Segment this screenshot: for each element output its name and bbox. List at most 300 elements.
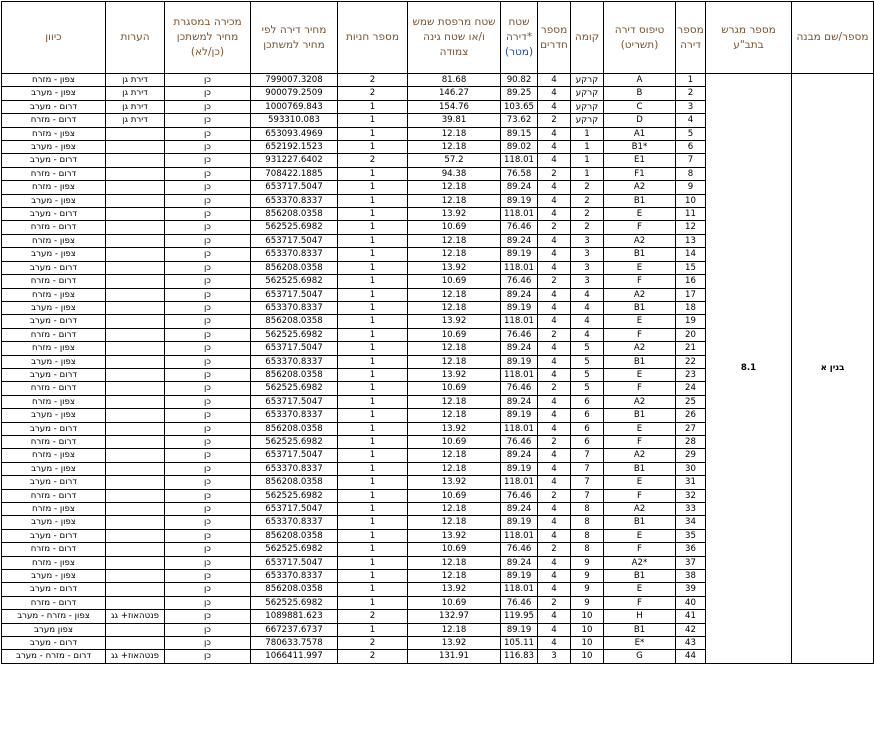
cell-parking: 1 <box>338 221 408 234</box>
cell-notes <box>106 583 165 596</box>
cell-area: 89.24 <box>501 395 538 408</box>
cell-area: 89.24 <box>501 234 538 247</box>
cell-rooms: 4 <box>538 637 571 650</box>
cell-direction: צפון - מזרח <box>2 342 106 355</box>
cell-apt-no: 13 <box>676 234 706 247</box>
cell-sale: כן <box>165 570 251 583</box>
cell-sale: כן <box>165 301 251 314</box>
header-area-label: שטח דירה* <box>505 16 533 43</box>
cell-notes <box>106 556 165 569</box>
cell-notes <box>106 208 165 221</box>
cell-notes <box>106 409 165 422</box>
cell-floor: 9 <box>571 596 604 609</box>
cell-sale: כן <box>165 167 251 180</box>
cell-area: 76.46 <box>501 221 538 234</box>
cell-price: 653370.8337 <box>251 570 338 583</box>
cell-area: 89.24 <box>501 181 538 194</box>
cell-rooms: 4 <box>538 529 571 542</box>
cell-parking: 1 <box>338 543 408 556</box>
cell-floor: 10 <box>571 623 604 636</box>
cell-direction: דרום - מזרח <box>2 596 106 609</box>
cell-direction: דרום - מערב <box>2 368 106 381</box>
cell-parking: 1 <box>338 449 408 462</box>
cell-sale: כן <box>165 529 251 542</box>
cell-area: 89.24 <box>501 288 538 301</box>
cell-floor: 5 <box>571 355 604 368</box>
cell-parking: 1 <box>338 409 408 422</box>
cell-apt-no: 31 <box>676 476 706 489</box>
cell-balcony: 10.69 <box>408 596 501 609</box>
cell-apt-type: H <box>604 610 676 623</box>
cell-price: 856208.0358 <box>251 583 338 596</box>
cell-apt-type: B1 <box>604 623 676 636</box>
cell-notes: פנטהאוז+ גג <box>106 610 165 623</box>
cell-notes <box>106 261 165 274</box>
cell-area: 118.01 <box>501 368 538 381</box>
cell-apt-type: A <box>604 74 676 87</box>
cell-sale: כן <box>165 556 251 569</box>
cell-area: 89.19 <box>501 248 538 261</box>
cell-area: 76.46 <box>501 489 538 502</box>
cell-notes <box>106 637 165 650</box>
cell-area: 89.25 <box>501 87 538 100</box>
cell-floor: 7 <box>571 489 604 502</box>
cell-price: 900079.2509 <box>251 87 338 100</box>
cell-sale: כן <box>165 315 251 328</box>
cell-floor: 3 <box>571 261 604 274</box>
cell-apt-no: 41 <box>676 610 706 623</box>
cell-apt-type: E <box>604 476 676 489</box>
cell-notes <box>106 543 165 556</box>
cell-area: 118.01 <box>501 529 538 542</box>
cell-sale: כן <box>165 261 251 274</box>
cell-sale: כן <box>165 355 251 368</box>
cell-rooms: 2 <box>538 435 571 448</box>
cell-notes <box>106 181 165 194</box>
cell-apt-no: 37 <box>676 556 706 569</box>
cell-price: 653370.8337 <box>251 516 338 529</box>
cell-apt-no: 23 <box>676 368 706 381</box>
cell-sale: כן <box>165 74 251 87</box>
cell-rooms: 4 <box>538 87 571 100</box>
cell-direction: צפון - מערב <box>2 141 106 154</box>
cell-parking: 1 <box>338 556 408 569</box>
cell-direction: צפון - מזרח <box>2 181 106 194</box>
cell-apt-type: F <box>604 596 676 609</box>
cell-price: 1089881.623 <box>251 610 338 623</box>
cell-notes <box>106 462 165 475</box>
cell-rooms: 4 <box>538 395 571 408</box>
cell-sale: כן <box>165 637 251 650</box>
cell-balcony: 146.27 <box>408 87 501 100</box>
cell-apt-no: 22 <box>676 355 706 368</box>
cell-floor: 5 <box>571 368 604 381</box>
cell-notes <box>106 275 165 288</box>
cell-sale: כן <box>165 489 251 502</box>
cell-area: 118.01 <box>501 154 538 167</box>
cell-apt-no: 33 <box>676 503 706 516</box>
cell-balcony: 13.92 <box>408 315 501 328</box>
cell-balcony: 13.92 <box>408 261 501 274</box>
cell-area: 118.01 <box>501 261 538 274</box>
cell-apt-type: F <box>604 489 676 502</box>
cell-floor: 6 <box>571 409 604 422</box>
cell-balcony: 10.69 <box>408 489 501 502</box>
cell-apt-no: 27 <box>676 422 706 435</box>
cell-balcony: 12.18 <box>408 449 501 462</box>
cell-apt-type: F <box>604 275 676 288</box>
cell-floor: 7 <box>571 476 604 489</box>
cell-sale: כן <box>165 328 251 341</box>
cell-apt-type: F <box>604 435 676 448</box>
cell-notes <box>106 342 165 355</box>
cell-direction: דרום - מערב <box>2 476 106 489</box>
cell-parking: 1 <box>338 288 408 301</box>
header-direction: כיוון <box>2 2 106 74</box>
cell-parking: 1 <box>338 328 408 341</box>
header-apt-type: טיפוס דירה (תשריט) <box>604 2 676 74</box>
cell-direction: דרום - מערב <box>2 422 106 435</box>
cell-balcony: 13.92 <box>408 208 501 221</box>
cell-parking: 1 <box>338 234 408 247</box>
cell-area: 118.01 <box>501 208 538 221</box>
cell-direction: צפון - מזרח <box>2 556 106 569</box>
cell-parking: 1 <box>338 181 408 194</box>
cell-notes <box>106 395 165 408</box>
table-row <box>2 74 874 87</box>
cell-rooms: 4 <box>538 503 571 516</box>
cell-price: 856208.0358 <box>251 208 338 221</box>
cell-floor: 7 <box>571 449 604 462</box>
cell-sale: כן <box>165 422 251 435</box>
header-row <box>2 2 874 74</box>
cell-sale: כן <box>165 275 251 288</box>
cell-price: 562525.6982 <box>251 543 338 556</box>
cell-price: 562525.6982 <box>251 221 338 234</box>
cell-apt-no: 4 <box>676 114 706 127</box>
cell-direction: צפון - מערב <box>2 355 106 368</box>
cell-parking: 1 <box>338 596 408 609</box>
cell-price: 653717.5047 <box>251 342 338 355</box>
cell-apt-no: 10 <box>676 194 706 207</box>
cell-price: 856208.0358 <box>251 315 338 328</box>
cell-sale: כן <box>165 248 251 261</box>
cell-balcony: 10.69 <box>408 221 501 234</box>
cell-floor: קרקע <box>571 87 604 100</box>
cell-apt-type: A2 <box>604 342 676 355</box>
cell-area: 116.83 <box>501 650 538 663</box>
cell-apt-no: 29 <box>676 449 706 462</box>
cell-direction: דרום - מערב <box>2 261 106 274</box>
cell-rooms: 4 <box>538 301 571 314</box>
cell-apt-no: 5 <box>676 127 706 140</box>
cell-balcony: 12.18 <box>408 194 501 207</box>
cell-area: 89.19 <box>501 301 538 314</box>
cell-apt-no: 15 <box>676 261 706 274</box>
cell-floor: 6 <box>571 395 604 408</box>
cell-area: 73.62 <box>501 114 538 127</box>
cell-price: 653717.5047 <box>251 556 338 569</box>
cell-price: 708422.1885 <box>251 167 338 180</box>
cell-area: 89.24 <box>501 449 538 462</box>
cell-apt-type: C <box>604 100 676 113</box>
header-floor: קומה <box>571 2 604 74</box>
cell-rooms: 2 <box>538 167 571 180</box>
cell-apt-no: 38 <box>676 570 706 583</box>
cell-area: 118.01 <box>501 422 538 435</box>
cell-notes: דירת גן <box>106 114 165 127</box>
cell-apt-no: 17 <box>676 288 706 301</box>
cell-floor: 8 <box>571 529 604 542</box>
cell-direction: דרום - מזרח <box>2 543 106 556</box>
cell-apt-type: E <box>604 422 676 435</box>
cell-direction: דרום - מזרח <box>2 114 106 127</box>
cell-rooms: 2 <box>538 543 571 556</box>
cell-apt-no: 40 <box>676 596 706 609</box>
cell-floor: 1 <box>571 127 604 140</box>
cell-direction: צפון - מזרח <box>2 127 106 140</box>
cell-area: 89.24 <box>501 556 538 569</box>
cell-rooms: 4 <box>538 342 571 355</box>
cell-notes: דירת גן <box>106 74 165 87</box>
cell-floor: 1 <box>571 154 604 167</box>
cell-price: 653370.8337 <box>251 409 338 422</box>
cell-price: 653717.5047 <box>251 234 338 247</box>
cell-balcony: 10.69 <box>408 543 501 556</box>
cell-balcony: 12.18 <box>408 127 501 140</box>
cell-price: 652192.1523 <box>251 141 338 154</box>
cell-apt-no: 28 <box>676 435 706 448</box>
cell-notes: דירת גן <box>106 100 165 113</box>
cell-floor: 5 <box>571 382 604 395</box>
cell-price: 562525.6982 <box>251 382 338 395</box>
header-sale: מכירה במסגרת מחיר למשתכן (כן/לא) <box>165 2 251 74</box>
cell-apt-no: 1 <box>676 74 706 87</box>
cell-apt-no: 20 <box>676 328 706 341</box>
cell-apt-no: 36 <box>676 543 706 556</box>
cell-notes <box>106 623 165 636</box>
cell-sale: כן <box>165 114 251 127</box>
cell-floor: 8 <box>571 516 604 529</box>
cell-floor: 3 <box>571 234 604 247</box>
cell-direction: דרום - מזרח <box>2 221 106 234</box>
cell-price: 653370.8337 <box>251 194 338 207</box>
cell-direction: צפון - מערב <box>2 301 106 314</box>
cell-balcony: 13.92 <box>408 529 501 542</box>
cell-rooms: 4 <box>538 194 571 207</box>
cell-price: 653093.4969 <box>251 127 338 140</box>
cell-area: 76.46 <box>501 275 538 288</box>
cell-floor: 10 <box>571 637 604 650</box>
cell-rooms: 4 <box>538 141 571 154</box>
cell-apt-no: 2 <box>676 87 706 100</box>
cell-apt-type: B <box>604 87 676 100</box>
cell-balcony: 154.76 <box>408 100 501 113</box>
cell-apt-no: 3 <box>676 100 706 113</box>
cell-floor: 9 <box>571 583 604 596</box>
cell-apt-type: E <box>604 583 676 596</box>
cell-parking: 1 <box>338 114 408 127</box>
cell-parking: 1 <box>338 208 408 221</box>
cell-notes <box>106 315 165 328</box>
cell-sale: כן <box>165 435 251 448</box>
cell-rooms: 4 <box>538 368 571 381</box>
cell-floor: 4 <box>571 315 604 328</box>
cell-price: 1066411.997 <box>251 650 338 663</box>
cell-balcony: 13.92 <box>408 368 501 381</box>
cell-apt-no: 25 <box>676 395 706 408</box>
cell-balcony: 12.18 <box>408 516 501 529</box>
cell-direction: צפון - מערב <box>2 248 106 261</box>
cell-parking: 1 <box>338 355 408 368</box>
cell-price: 856208.0358 <box>251 368 338 381</box>
cell-notes <box>106 194 165 207</box>
cell-apt-type: E1 <box>604 154 676 167</box>
cell-balcony: 13.92 <box>408 583 501 596</box>
cell-notes <box>106 221 165 234</box>
cell-balcony: 12.18 <box>408 409 501 422</box>
cell-balcony: 12.18 <box>408 623 501 636</box>
cell-price: 653717.5047 <box>251 449 338 462</box>
cell-apt-type: E <box>604 529 676 542</box>
cell-price: 562525.6982 <box>251 275 338 288</box>
cell-sale: כן <box>165 449 251 462</box>
cell-rooms: 4 <box>538 181 571 194</box>
cell-balcony: 12.18 <box>408 181 501 194</box>
cell-apt-no: 24 <box>676 382 706 395</box>
cell-balcony: 10.69 <box>408 382 501 395</box>
cell-parking: 1 <box>338 342 408 355</box>
cell-parking: 1 <box>338 301 408 314</box>
cell-notes <box>106 328 165 341</box>
cell-notes <box>106 449 165 462</box>
cell-area: 105.11 <box>501 637 538 650</box>
cell-sale: כן <box>165 127 251 140</box>
cell-floor: 6 <box>571 422 604 435</box>
cell-sale: כן <box>165 368 251 381</box>
cell-rooms: 2 <box>538 382 571 395</box>
cell-notes <box>106 503 165 516</box>
cell-area: 89.19 <box>501 409 538 422</box>
cell-direction: צפון - מזרח <box>2 449 106 462</box>
cell-floor: 4 <box>571 288 604 301</box>
cell-floor: 9 <box>571 556 604 569</box>
cell-parking: 1 <box>338 315 408 328</box>
cell-direction: צפון - מערב <box>2 516 106 529</box>
cell-apt-type: E <box>604 315 676 328</box>
header-area-unit: (מטר) <box>504 46 534 58</box>
cell-notes <box>106 435 165 448</box>
cell-apt-type: B1 <box>604 301 676 314</box>
cell-notes <box>106 234 165 247</box>
cell-area: 89.24 <box>501 503 538 516</box>
cell-sale: כן <box>165 395 251 408</box>
cell-parking: 1 <box>338 570 408 583</box>
cell-sale: כן <box>165 234 251 247</box>
cell-notes <box>106 570 165 583</box>
cell-notes <box>106 596 165 609</box>
cell-apt-no: 42 <box>676 623 706 636</box>
cell-rooms: 2 <box>538 114 571 127</box>
cell-rooms: 4 <box>538 208 571 221</box>
cell-balcony: 81.68 <box>408 74 501 87</box>
cell-rooms: 2 <box>538 221 571 234</box>
cell-balcony: 39.81 <box>408 114 501 127</box>
cell-floor: 4 <box>571 301 604 314</box>
cell-apt-type: B1 <box>604 355 676 368</box>
cell-parking: 1 <box>338 503 408 516</box>
cell-rooms: 4 <box>538 583 571 596</box>
cell-apt-type: A2 <box>604 449 676 462</box>
cell-notes <box>106 368 165 381</box>
cell-apt-type: F <box>604 328 676 341</box>
header-area <box>501 2 538 74</box>
cell-parking: 1 <box>338 127 408 140</box>
cell-notes <box>106 154 165 167</box>
cell-floor: 3 <box>571 275 604 288</box>
cell-apt-no: 11 <box>676 208 706 221</box>
cell-rooms: 4 <box>538 248 571 261</box>
cell-apt-no: 9 <box>676 181 706 194</box>
cell-balcony: 13.92 <box>408 476 501 489</box>
cell-balcony: 57.2 <box>408 154 501 167</box>
cell-price: 856208.0358 <box>251 422 338 435</box>
cell-parking: 1 <box>338 476 408 489</box>
cell-parking: 2 <box>338 610 408 623</box>
cell-parking: 2 <box>338 74 408 87</box>
header-apt-no: מספר דירה <box>676 2 706 74</box>
cell-apt-no: 8 <box>676 167 706 180</box>
cell-notes <box>106 382 165 395</box>
cell-balcony: 12.18 <box>408 462 501 475</box>
apartments-table <box>1 1 874 664</box>
cell-direction: דרום - מזרח - מערב <box>2 650 106 663</box>
cell-floor: 1 <box>571 167 604 180</box>
cell-apt-type: E* <box>604 637 676 650</box>
cell-floor: 6 <box>571 435 604 448</box>
cell-area: 76.58 <box>501 167 538 180</box>
cell-sale: כן <box>165 194 251 207</box>
cell-direction: צפון - מערב <box>2 87 106 100</box>
cell-notes <box>106 248 165 261</box>
cell-apt-type: B1 <box>604 248 676 261</box>
cell-apt-no: 18 <box>676 301 706 314</box>
cell-floor: 8 <box>571 543 604 556</box>
cell-price: 653370.8337 <box>251 301 338 314</box>
header-price: מחיר דירה לפי מחיר למשתכן <box>251 2 338 74</box>
cell-apt-type: E <box>604 208 676 221</box>
cell-apt-no: 6 <box>676 141 706 154</box>
cell-price: 562525.6982 <box>251 328 338 341</box>
cell-notes <box>106 301 165 314</box>
cell-price: 780633.7578 <box>251 637 338 650</box>
cell-balcony: 94.38 <box>408 167 501 180</box>
cell-floor: 10 <box>571 610 604 623</box>
cell-apt-type: B1 <box>604 409 676 422</box>
cell-sale: כן <box>165 181 251 194</box>
cell-balcony: 12.18 <box>408 288 501 301</box>
cell-rooms: 4 <box>538 610 571 623</box>
cell-parking: 1 <box>338 583 408 596</box>
header-rooms: מספר חדרים <box>538 2 571 74</box>
cell-apt-type: F1 <box>604 167 676 180</box>
cell-parking: 1 <box>338 623 408 636</box>
cell-apt-no: 14 <box>676 248 706 261</box>
cell-balcony: 13.92 <box>408 637 501 650</box>
cell-apt-no: 39 <box>676 583 706 596</box>
cell-rooms: 4 <box>538 556 571 569</box>
cell-direction: צפון - מזרח <box>2 74 106 87</box>
